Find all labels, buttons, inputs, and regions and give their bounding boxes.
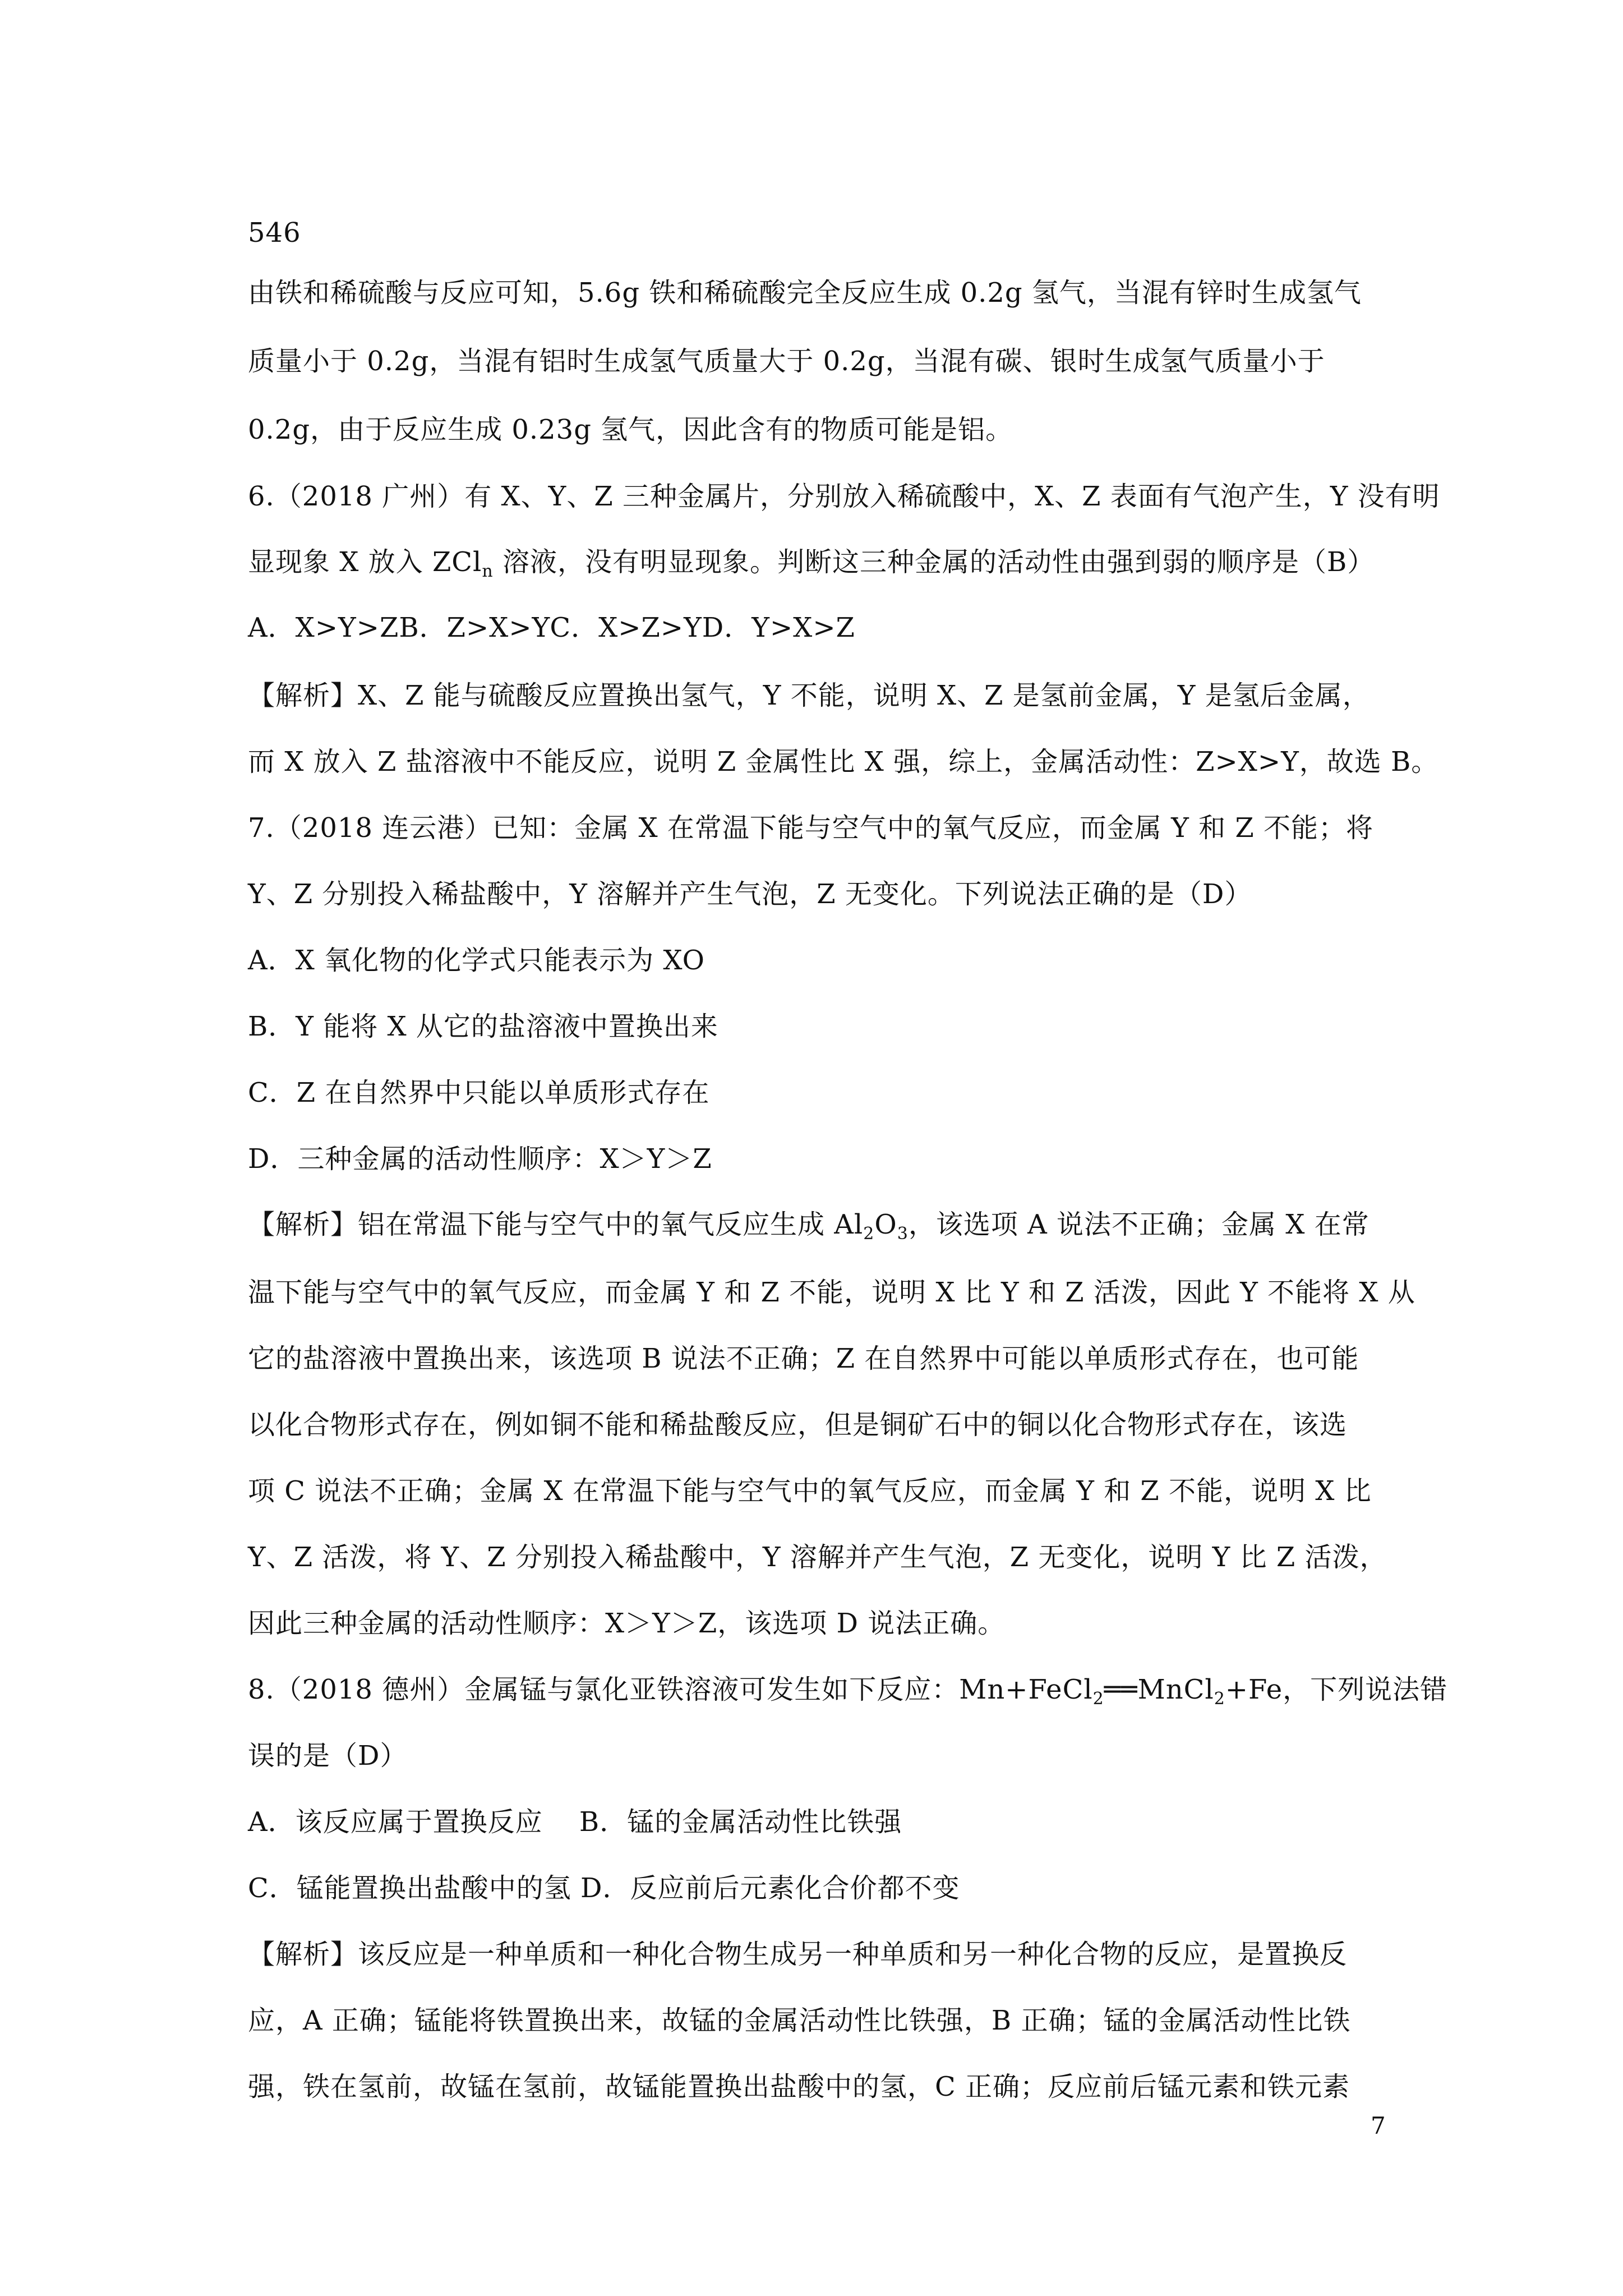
question-8-options: A．该反应属于置换反应 B．锰的金属活动性比铁强 <box>248 1806 902 1838</box>
analysis-line: 【解析】X、Z 能与硫酸反应置换出氢气，Y 不能，说明 X、Z 是氢前金属，Y 是氢后金属， <box>248 680 1370 711</box>
question-7-line: Y、Z 分别投入稀盐酸中，Y 溶解并产生气泡，Z 无变化。下列说法正确的是（D） <box>248 878 1252 910</box>
analysis-line: 【解析】该反应是一种单质和一种化合物生成另一种单质和另一种化合物的反应，是置换反 <box>248 1939 1348 1970</box>
analysis-line: 项 C 说法不正确；金属 X 在常温下能与空气中的氧气反应，而金属 Y 和 Z 不能，说明 X 比 <box>248 1475 1372 1507</box>
analysis-line: 【解析】铝在常温下能与空气中的氧气反应生成 $Al_2O_3$，该选项 A 说法不正确；金属 X 在常 <box>248 1209 1370 1244</box>
analysis-line: 而 X 放入 Z 盐溶液中不能反应，说明 Z 金属性比 X 强，综上，金属活动性：Z>X>Y，故选 B。 <box>248 746 1439 777</box>
question-7-line: 7.（2018 连云港）已知：金属 X 在常温下能与空气中的氧气反应，而金属 Y 和 Z 不能；将 <box>248 812 1373 844</box>
analysis-line: 因此三种金属的活动性顺序：X＞Y＞Z，该选项 D 说法正确。 <box>248 1608 1006 1639</box>
analysis-line: 应，A 正确；锰能将铁置换出来，故锰的金属活动性比铁强，B 正确；锰的金属活动性比铁 <box>248 2005 1351 2036</box>
question-6-options: A．X>Y>ZB．Z>X>YC．X>Z>YD．Y>X>Z <box>248 612 855 643</box>
analysis-line: 以化合物形式存在，例如铜不能和稀盐酸反应，但是铜矿石中的铜以化合物形式存在，该选 <box>248 1409 1348 1441</box>
analysis-line: 它的盐溶液中置换出来，该选项 B 说法不正确；Z 在自然界中可能以单质形式存在，也可能 <box>248 1343 1359 1374</box>
analysis-line: 温下能与空气中的氧气反应，而金属 Y 和 Z 不能，说明 X 比 Y 和 Z 活泼，因此 Y 不能将 X 从 <box>248 1277 1415 1308</box>
top-number: 546 <box>248 217 301 249</box>
text-line: 0.2g，由于反应生成 0.23g 氢气，因此含有的物质可能是铝。 <box>248 414 1013 445</box>
option-b: B．Y 能将 X 从它的盐溶液中置换出来 <box>248 1011 718 1042</box>
option-c: C．Z 在自然界中只能以单质形式存在 <box>248 1077 710 1108</box>
text-line: 由铁和稀硫酸与反应可知，5.6g 铁和稀硫酸完全反应生成 0.2g 氢气，当混有锌时生成氢气 <box>248 277 1362 309</box>
question-8-line: 误的是（D） <box>248 1740 408 1772</box>
analysis-line: 强，铁在氢前，故锰在氢前，故锰能置换出盐酸中的氢，C 正确；反应前后锰元素和铁元素 <box>248 2071 1350 2102</box>
question-8-options: C．锰能置换出盐酸中的氢 D．反应前后元素化合价都不变 <box>248 1872 960 1904</box>
text-line: 质量小于 0.2g，当混有铝时生成氢气质量大于 0.2g，当混有碳、银时生成氢气质量小于 <box>248 346 1325 377</box>
question-6-line: 6.（2018 广州）有 X、Y、Z 三种金属片，分别放入稀硫酸中，X、Z 表面有气泡产生，Y 没有明 <box>248 481 1440 512</box>
page-number: 7 <box>1371 2112 1386 2139</box>
analysis-line: Y、Z 活泼，将 Y、Z 分别投入稀盐酸中，Y 溶解并产生气泡，Z 无变化，说明 Y 比 Z 活泼， <box>248 1542 1387 1573</box>
question-6-line: 显现象 X 放入 ZCl$_n$ 溶液，没有明显现象。判断这三种金属的活动性由强到弱的顺序是（B） <box>248 546 1375 581</box>
question-8-line: 8.（2018 德州）金属锰与氯化亚铁溶液可发生如下反应：Mn+FeCl$_2$══MnCl$_2$+Fe，下列说法错 <box>248 1674 1448 1709</box>
option-d: D．三种金属的活动性顺序：X＞Y＞Z <box>248 1143 712 1175</box>
option-a: A．X 氧化物的化学式只能表示为 XO <box>248 945 706 976</box>
